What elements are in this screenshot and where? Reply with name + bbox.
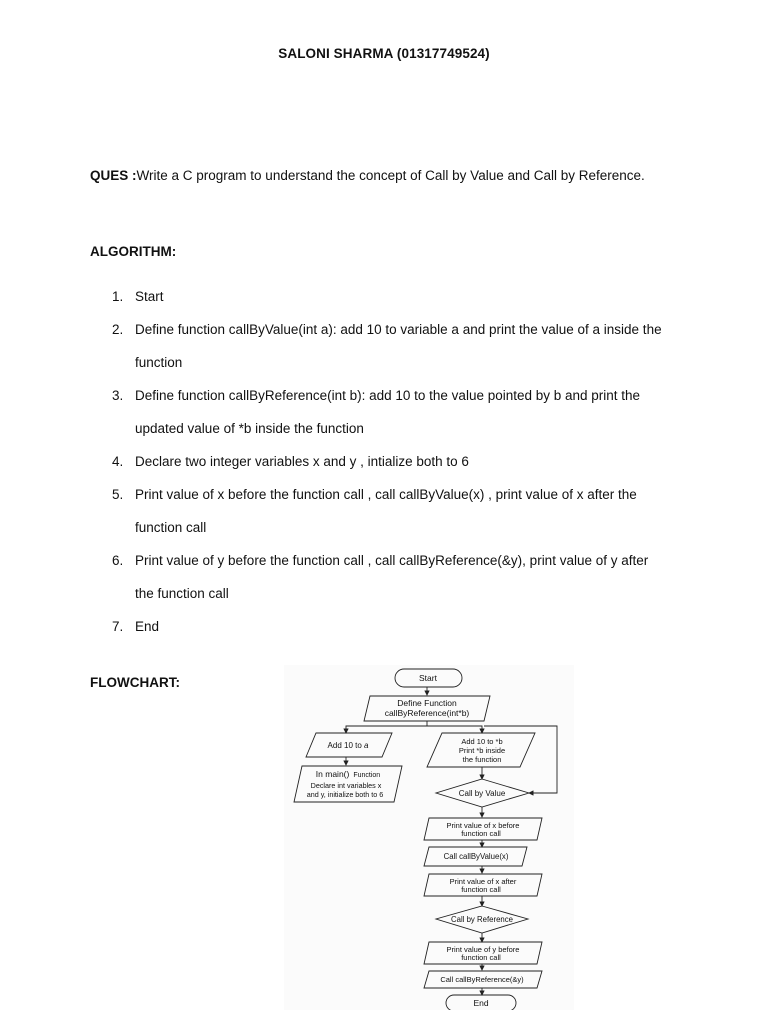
step-number: 1. (112, 289, 124, 304)
flowchart-diagram (284, 665, 574, 1010)
step-text: function call (135, 520, 207, 535)
step-text: Start (135, 289, 164, 304)
define-label: callByReference(int*b) (384, 708, 470, 718)
flow-arrow (427, 726, 482, 733)
add-b-label: the function (462, 755, 502, 764)
print-y-before-label: function call (461, 953, 501, 962)
algorithm-step (90, 379, 690, 445)
step-number: 2. (112, 322, 124, 337)
main-label (316, 769, 381, 779)
question-label: QUES : (90, 168, 137, 183)
main-label: Declare int variables x (310, 781, 382, 790)
start-label: Start (419, 673, 437, 683)
algorithm-step (90, 478, 690, 544)
step-number: 5. (112, 487, 124, 502)
algorithm-steps (90, 280, 690, 643)
main-label: and y, initialize both to 6 (306, 790, 384, 799)
algorithm-step (90, 313, 690, 379)
call-callbyvalue-label: Call callByValue(x) (443, 852, 509, 861)
flow-arrow (346, 721, 427, 733)
print-x-before-label: Print value of x before (446, 821, 520, 830)
print-x-after-label: Print value of x after (449, 877, 517, 886)
step-text: Define function callByValue(int a): add 10 to variable a and print the value of a inside the (135, 322, 662, 337)
step-text: Declare two integer variables x and y , intialize both to 6 (135, 454, 469, 469)
algorithm-step (90, 445, 690, 478)
print-x-before-label: function call (461, 829, 501, 838)
question-text: Write a C program to understand the concept of Call by Value and Call by Reference. (136, 168, 645, 183)
step-number: 6. (112, 553, 124, 568)
step-text: Print value of x before the function call , call callByValue(x) , print value of x after the (135, 487, 637, 502)
flowchart-title: FLOWCHART: (90, 675, 180, 690)
add-a-prefix: Add 10 to (327, 741, 365, 750)
call-by-value-label: Call by Value (458, 789, 506, 798)
page-header: SALONI SHARMA (01317749524) (278, 46, 490, 61)
add-a-label (328, 741, 369, 750)
define-label: Define Function (397, 698, 457, 708)
step-text: Define function callByReference(int b): add 10 to the value pointed by b and print the (135, 388, 641, 403)
algorithm-step (90, 544, 690, 610)
flowchart (284, 665, 574, 1010)
step-text: function (135, 355, 183, 370)
main-label-b: Function (353, 772, 381, 779)
print-y-before-label: Print value of y before (446, 945, 520, 954)
end-label: End (473, 998, 489, 1008)
call-by-reference-label: Call by Reference (451, 915, 513, 924)
step-text: the function call (135, 586, 229, 601)
algorithm-step (90, 610, 690, 643)
main-label-a: In main() (315, 769, 350, 779)
step-number: 3. (112, 388, 124, 403)
add-b-label: Print *b inside (458, 746, 506, 755)
algorithm-step (90, 280, 690, 313)
step-number: 7. (112, 619, 124, 634)
step-number: 4. (112, 454, 124, 469)
step-text: updated value of *b inside the function (135, 421, 364, 436)
algorithm-title: ALGORITHM: (90, 244, 177, 259)
print-x-after-label: function call (461, 885, 501, 894)
add-b-label: Add 10 to *b (461, 737, 503, 746)
step-text: Print value of y before the function call , call callByReference(&y), print value of y after (135, 553, 649, 568)
question (90, 168, 645, 183)
call-callbyreference-label: Call callByReference(&y) (440, 975, 524, 984)
add-a-var: a (364, 741, 369, 750)
step-text: End (135, 619, 160, 634)
